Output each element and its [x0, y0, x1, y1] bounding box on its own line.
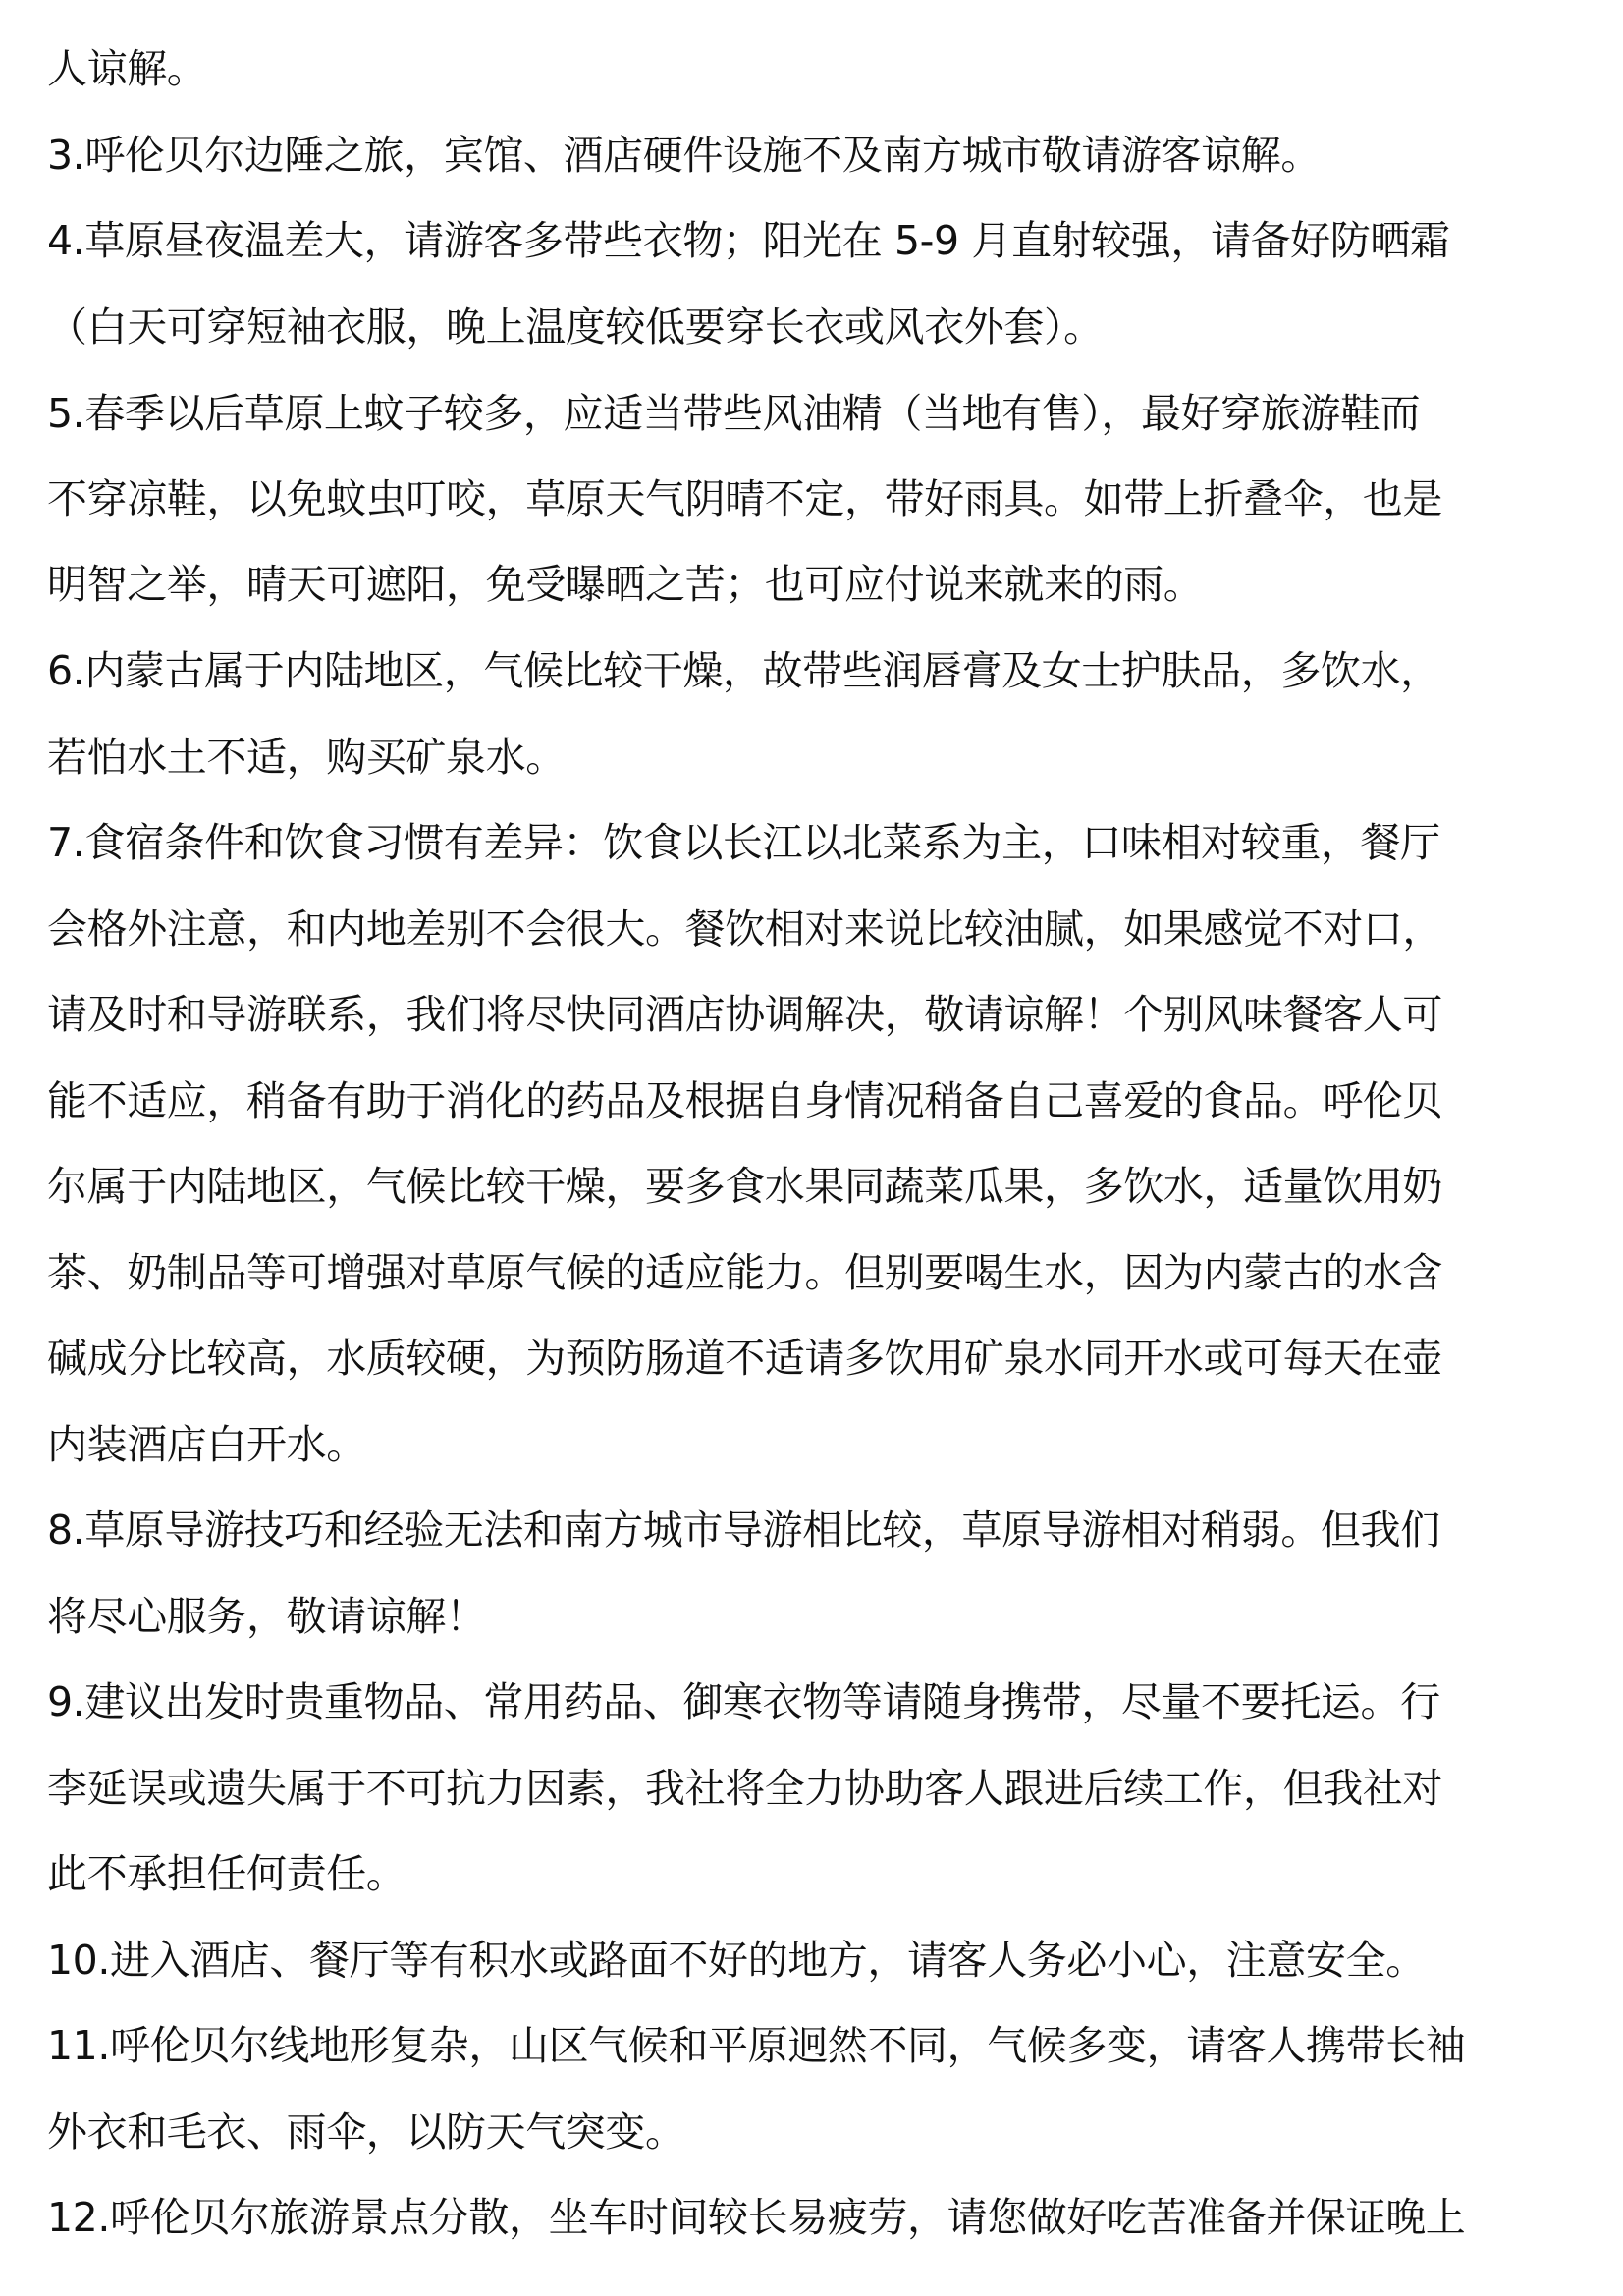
text-line: 此不承担任何责任。 — [47, 1850, 406, 1897]
text-line: 明智之举，晴天可遮阳，免受曝晒之苦；也可应付说来就来的雨。 — [47, 561, 1204, 608]
text-line: 外衣和毛衣、雨伞，以防天气突变。 — [47, 2108, 685, 2156]
text-line: 若怕水土不适，购买矿泉水。 — [47, 734, 566, 781]
text-line: 5.春季以后草原上蚊子较多，应适当带些风油精（当地有售），最好穿旅游鞋而 — [47, 390, 1421, 437]
text-line: 李延误或遗失属于不可抗力因素，我社将全力协助客人跟进后续工作，但我社对 — [47, 1765, 1442, 1812]
text-line: 将尽心服务，敬请谅解！ — [47, 1593, 486, 1640]
text-line: 6.内蒙古属于内陆地区，气候比较干燥，故带些润唇膏及女士护肤品，多饮水， — [47, 647, 1440, 694]
text-line: （白天可穿短袖衣服，晚上温度较低要穿长衣或风衣外套）。 — [47, 303, 1104, 351]
text-line: 7.食宿条件和饮食习惯有差异：饮食以长江以北菜系为主，口味相对较重，餐厅 — [47, 819, 1440, 866]
text-line: 内装酒店白开水。 — [47, 1421, 366, 1468]
text-line: 不穿凉鞋，以免蚊虫叮咬，草原天气阴晴不定，带好雨具。如带上折叠伞，也是 — [47, 475, 1442, 522]
text-line: 会格外注意，和内地差别不会很大。餐饮相对来说比较油腻，如果感觉不对口， — [47, 905, 1442, 953]
document-page — [47, 0, 1579, 2296]
text-line: 3.呼伦贝尔边陲之旅，宾馆、酒店硬件设施不及南方城市敬请游客谅解。 — [47, 132, 1321, 179]
text-line: 12.呼伦贝尔旅游景点分散，坐车时间较长易疲劳，请您做好吃苦准备并保证晚上 — [47, 2194, 1466, 2241]
text-line: 茶、奶制品等可增强对草原气候的适应能力。但别要喝生水，因为内蒙古的水含 — [47, 1249, 1442, 1296]
text-line: 11.呼伦贝尔线地形复杂，山区气候和平原迥然不同，气候多变，请客人携带长袖 — [47, 2022, 1466, 2069]
text-line: 8.草原导游技巧和经验无法和南方城市导游相比较，草原导游相对稍弱。但我们 — [47, 1506, 1440, 1554]
text-line: 尔属于内陆地区，气候比较干燥，要多食水果同蔬菜瓜果，多饮水，适量饮用奶 — [47, 1163, 1442, 1210]
text-line: 4.草原昼夜温差大，请游客多带些衣物；阳光在 5-9 月直射较强，请备好防晒霜 — [47, 217, 1450, 264]
text-line: 能不适应，稍备有助于消化的药品及根据自身情况稍备自己喜爱的食品。呼伦贝 — [47, 1077, 1442, 1124]
text-line: 人谅解。 — [47, 45, 207, 92]
text-line: 请及时和导游联系，我们将尽快同酒店协调解决，敬请谅解！个别风味餐客人可 — [47, 991, 1442, 1038]
text-line: 10.进入酒店、餐厅等有积水或路面不好的地方，请客人务必小心，注意安全。 — [47, 1937, 1426, 1984]
text-line: 碱成分比较高，水质较硬，为预防肠道不适请多饮用矿泉水同开水或可每天在壶 — [47, 1335, 1442, 1382]
text-line: 9.建议出发时贵重物品、常用药品、御寒衣物等请随身携带，尽量不要托运。行 — [47, 1678, 1440, 1725]
